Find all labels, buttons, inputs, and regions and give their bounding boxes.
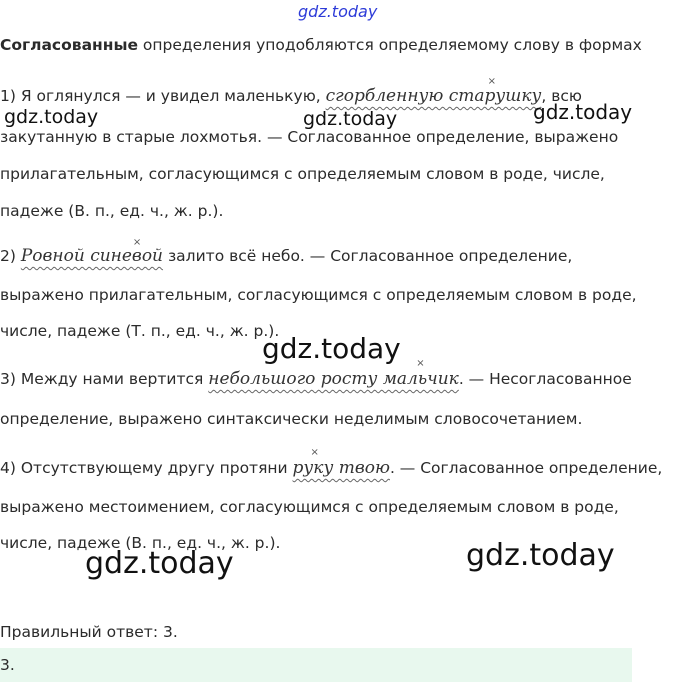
watermark: gdz.today	[262, 332, 401, 365]
correct-answer: Правильный ответ: 3.	[0, 623, 178, 641]
item-1-line-1	[0, 76, 582, 106]
item-2-phrase: Ровной синевой	[20, 246, 164, 266]
item-3-line-1	[0, 358, 632, 389]
item-3-text-end: . — Несогласованное	[458, 370, 632, 388]
item-4-line-1	[0, 447, 663, 478]
item-4-handwritten	[292, 447, 390, 478]
item-2-line-2: выражено прилагательным, согласующимся с определяемым словом в роде,	[0, 286, 637, 304]
item-4-line-2: выражено местоимением, согласующимся с определяемым словом в роде,	[0, 498, 619, 516]
item-4-text-end: . — Согласованное определение,	[389, 459, 663, 477]
item-1-handwritten	[325, 76, 542, 106]
watermark: gdz.today	[85, 546, 234, 581]
intro-line	[0, 36, 642, 55]
item-4-line-3: числе, падеже (В. п., ед. ч., ж. р.).	[0, 534, 281, 552]
item-3-handwritten	[208, 358, 459, 389]
cross-mark-icon: ×	[132, 237, 142, 248]
item-1-line-4: падеже (В. п., ед. ч., ж. р.).	[0, 202, 224, 220]
cross-mark-icon: ×	[416, 358, 425, 369]
answer-box-value: 3.	[0, 656, 15, 674]
cross-mark-icon: ×	[310, 447, 319, 458]
item-4-text: 4) Отсутствующему другу протяни	[0, 459, 293, 477]
intro-bold: Согласованные	[0, 36, 138, 54]
item-3-line-2: определение, выражено синтаксически неделимым словосочетанием.	[0, 410, 583, 428]
cross-mark-icon: ×	[487, 76, 497, 87]
item-1-text: 1) Я оглянулся — и увидел маленькую,	[0, 87, 326, 105]
item-1-line-2: закутанную в старые лохмотья. — Согласованное определение, выражено	[0, 128, 619, 146]
item-2-handwritten	[20, 237, 164, 266]
watermark: gdz.today	[4, 106, 99, 128]
item-2-line-3: числе, падеже (Т. п., ед. ч., ж. р.).	[0, 322, 280, 340]
item-2-line-1	[0, 237, 573, 266]
watermark: gdz.today	[533, 100, 633, 124]
item-2-text-end: залито всё небо. — Согласованное определение,	[163, 247, 573, 265]
item-4-phrase: руку твою	[292, 458, 390, 478]
watermark: gdz.today	[303, 108, 398, 130]
item-3-text: 3) Между нами вертится	[0, 370, 209, 388]
item-1-phrase: сгорбленную старушку	[325, 86, 542, 106]
item-1-line-3: прилагательным, согласующимся с определяемым словом в роде, числе,	[0, 165, 605, 183]
item-3-phrase: небольшого росту мальчик	[208, 369, 459, 389]
intro-text: определения уподобляются определяемому слову в формах	[138, 36, 642, 54]
item-2-text: 2)	[0, 247, 21, 265]
watermark: gdz.today	[466, 538, 615, 573]
item-1-text-end: , всю	[541, 87, 582, 105]
watermark: gdz.today	[298, 2, 378, 21]
answer-box	[0, 648, 632, 682]
